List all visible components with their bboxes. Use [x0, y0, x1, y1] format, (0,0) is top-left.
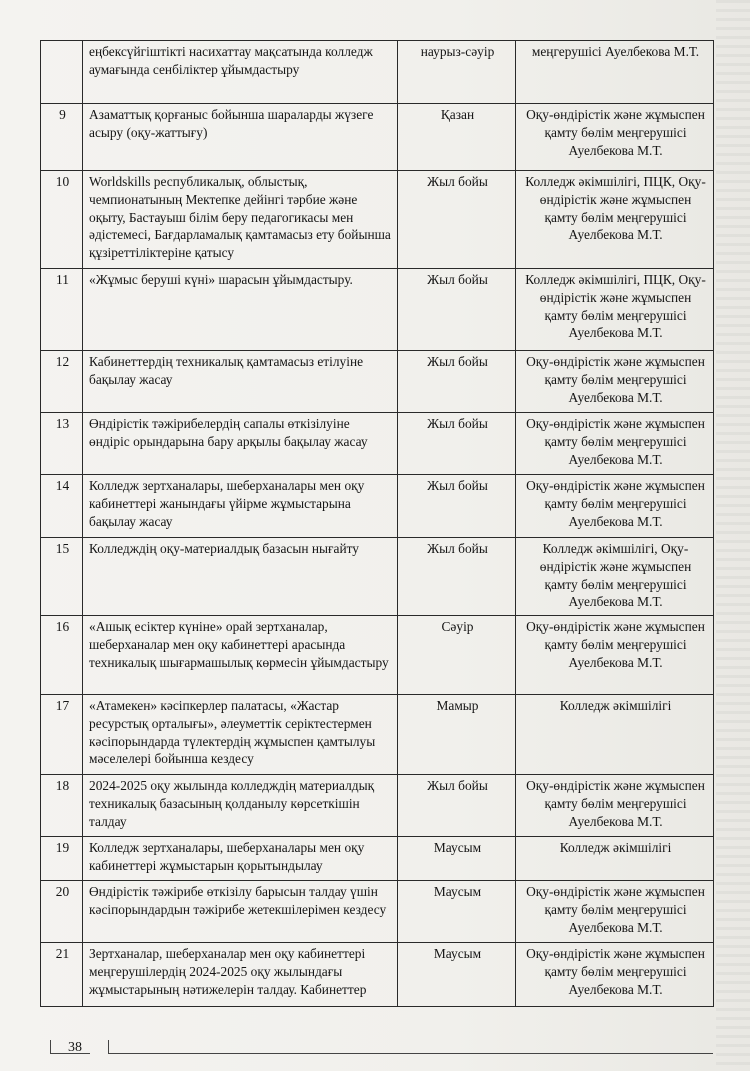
event-cell: Кабинеттердің техникалық қамтамасыз етілуіне бақылау жасау	[83, 351, 398, 413]
date-cell: Жыл бойы	[398, 775, 516, 837]
responsible-cell: Колледж әкімшілігі, Оқу-өндірістік және жұмыспен қамту бөлім меңгерушісі Ауелбекова М.Т.	[516, 538, 714, 616]
date-cell: наурыз-сәуір	[398, 41, 516, 104]
event-cell: Өндірістік тәжірибелердің сапалы өткізілуіне өндіріс орындарына бару арқылы бақылау жасау	[83, 413, 398, 475]
event-cell: Колледж зертханалары, шеберханалары мен оқу кабинеттері жұмыстарын қорытындылау	[83, 837, 398, 881]
page-number: 38	[68, 1040, 82, 1055]
work-plan-table	[40, 40, 714, 1007]
table-row	[41, 171, 714, 269]
event-cell: Өндірістік тәжірибе өткізілу барысын талдау үшін кәсіпорындардын тәжірибе жетекшілерімен кездесу	[83, 881, 398, 943]
responsible-cell: Оқу-өндірістік және жұмыспен қамту бөлім меңгерушісі Ауелбекова М.Т.	[516, 616, 714, 695]
table-row	[41, 104, 714, 171]
table-row	[41, 837, 714, 881]
row-number: 13	[41, 413, 83, 475]
event-cell: Колледж зертханалары, шеберханалары мен оқу кабинеттері жанындағы үйірме жұмыстарына бақылау жасау	[83, 475, 398, 538]
date-cell: Жыл бойы	[398, 538, 516, 616]
table-row	[41, 351, 714, 413]
date-cell: Маусым	[398, 881, 516, 943]
event-cell: Азаматтық қорғаныс бойынша шараларды жүзеге асыру (оқу-жаттығу)	[83, 104, 398, 171]
responsible-cell: Оқу-өндірістік және жұмыспен қамту бөлім меңгерушісі Ауелбекова М.Т.	[516, 775, 714, 837]
footer-frame-divider	[108, 1040, 109, 1054]
table-row	[41, 413, 714, 475]
event-cell: 2024-2025 оқу жылында колледждің материалдық техникалық базасының қолданылу көрсеткішін талдау	[83, 775, 398, 837]
responsible-cell: Оқу-өндірістік және жұмыспен қамту бөлім меңгерушісі Ауелбекова М.Т.	[516, 943, 714, 1007]
date-cell: Жыл бойы	[398, 171, 516, 269]
row-number: 20	[41, 881, 83, 943]
table-row	[41, 695, 714, 775]
responsible-cell: Оқу-өндірістік және жұмыспен қамту бөлім меңгерушісі Ауелбекова М.Т.	[516, 413, 714, 475]
table-row	[41, 943, 714, 1007]
date-cell: Жыл бойы	[398, 351, 516, 413]
date-cell: Мамыр	[398, 695, 516, 775]
event-cell: «Жұмыс беруші күні» шарасын ұйымдастыру.	[83, 269, 398, 351]
event-cell: Колледждің оқу-материалдық базасын нығайту	[83, 538, 398, 616]
footer-frame-left	[50, 1040, 51, 1054]
table-row	[41, 475, 714, 538]
responsible-cell: Оқу-өндірістік және жұмыспен қамту бөлім меңгерушісі Ауелбекова М.Т.	[516, 475, 714, 538]
row-number: 15	[41, 538, 83, 616]
scan-edge-artifact	[716, 0, 750, 1071]
event-cell: «Ашық есіктер күніне» орай зертханалар, шеберханалар мен оқу кабинеттері арасында техникалық шығармашылық көрмесін ұйымдастыру	[83, 616, 398, 695]
row-number: 19	[41, 837, 83, 881]
row-number: 14	[41, 475, 83, 538]
table-row	[41, 41, 714, 104]
event-cell: еңбексүйгіштікті насихаттау мақсатында колледж аумағында сенбіліктер ұйымдастыру	[83, 41, 398, 104]
row-number: 18	[41, 775, 83, 837]
row-number: 10	[41, 171, 83, 269]
row-number: 16	[41, 616, 83, 695]
row-number: 12	[41, 351, 83, 413]
event-cell: Зертханалар, шеберханалар мен оқу кабинеттері меңгерушілердің 2024-2025 оқу жылындағы жұмыстарының нәтижелерін талдау. Кабинеттер	[83, 943, 398, 1007]
event-cell: «Атамекен» кәсіпкерлер палатасы, «Жастар ресурстық орталығы», әлеуметтік серіктестермен кәсіпорындарда түлектердің жұмыспен қамтылуы мәселелері бойынша кездесу	[83, 695, 398, 775]
table-row	[41, 538, 714, 616]
table-row	[41, 881, 714, 943]
responsible-cell: Оқу-өндірістік және жұмыспен қамту бөлім меңгерушісі Ауелбекова М.Т.	[516, 881, 714, 943]
row-number: 9	[41, 104, 83, 171]
date-cell: Жыл бойы	[398, 413, 516, 475]
footer-rule	[108, 1053, 713, 1054]
responsible-cell: Оқу-өндірістік және жұмыспен қамту бөлім меңгерушісі Ауелбекова М.Т.	[516, 104, 714, 171]
date-cell: Маусым	[398, 837, 516, 881]
row-number	[41, 41, 83, 104]
date-cell: Сәуір	[398, 616, 516, 695]
table-row	[41, 269, 714, 351]
date-cell: Қазан	[398, 104, 516, 171]
responsible-cell: Колледж әкімшілігі, ПЦК, Оқу-өндірістік және жұмыспен қамту бөлім меңгерушісі Ауелбекова М.Т.	[516, 171, 714, 269]
row-number: 11	[41, 269, 83, 351]
responsible-cell: Колледж әкімшілігі, ПЦК, Оқу-өндірістік және жұмыспен қамту бөлім меңгерушісі Ауелбекова М.Т.	[516, 269, 714, 351]
date-cell: Жыл бойы	[398, 269, 516, 351]
responsible-cell: Оқу-өндірістік және жұмыспен қамту бөлім меңгерушісі Ауелбекова М.Т.	[516, 351, 714, 413]
row-number: 21	[41, 943, 83, 1007]
table-row	[41, 775, 714, 837]
event-cell: Worldskills республикалық, облыстық, чемпионатының Мектепке дейінгі тәрбие және оқыту, Бастауыш білім беру педагогикасы мен әдістемесі, Бағдарламалық қамтамасыз ету бойынша құзіреттіліктеріне қатысу	[83, 171, 398, 269]
table-row	[41, 616, 714, 695]
responsible-cell: меңгерушісі Ауелбекова М.Т.	[516, 41, 714, 104]
row-number: 17	[41, 695, 83, 775]
responsible-cell: Колледж әкімшілігі	[516, 695, 714, 775]
responsible-cell: Колледж әкімшілігі	[516, 837, 714, 881]
date-cell: Маусым	[398, 943, 516, 1007]
date-cell: Жыл бойы	[398, 475, 516, 538]
